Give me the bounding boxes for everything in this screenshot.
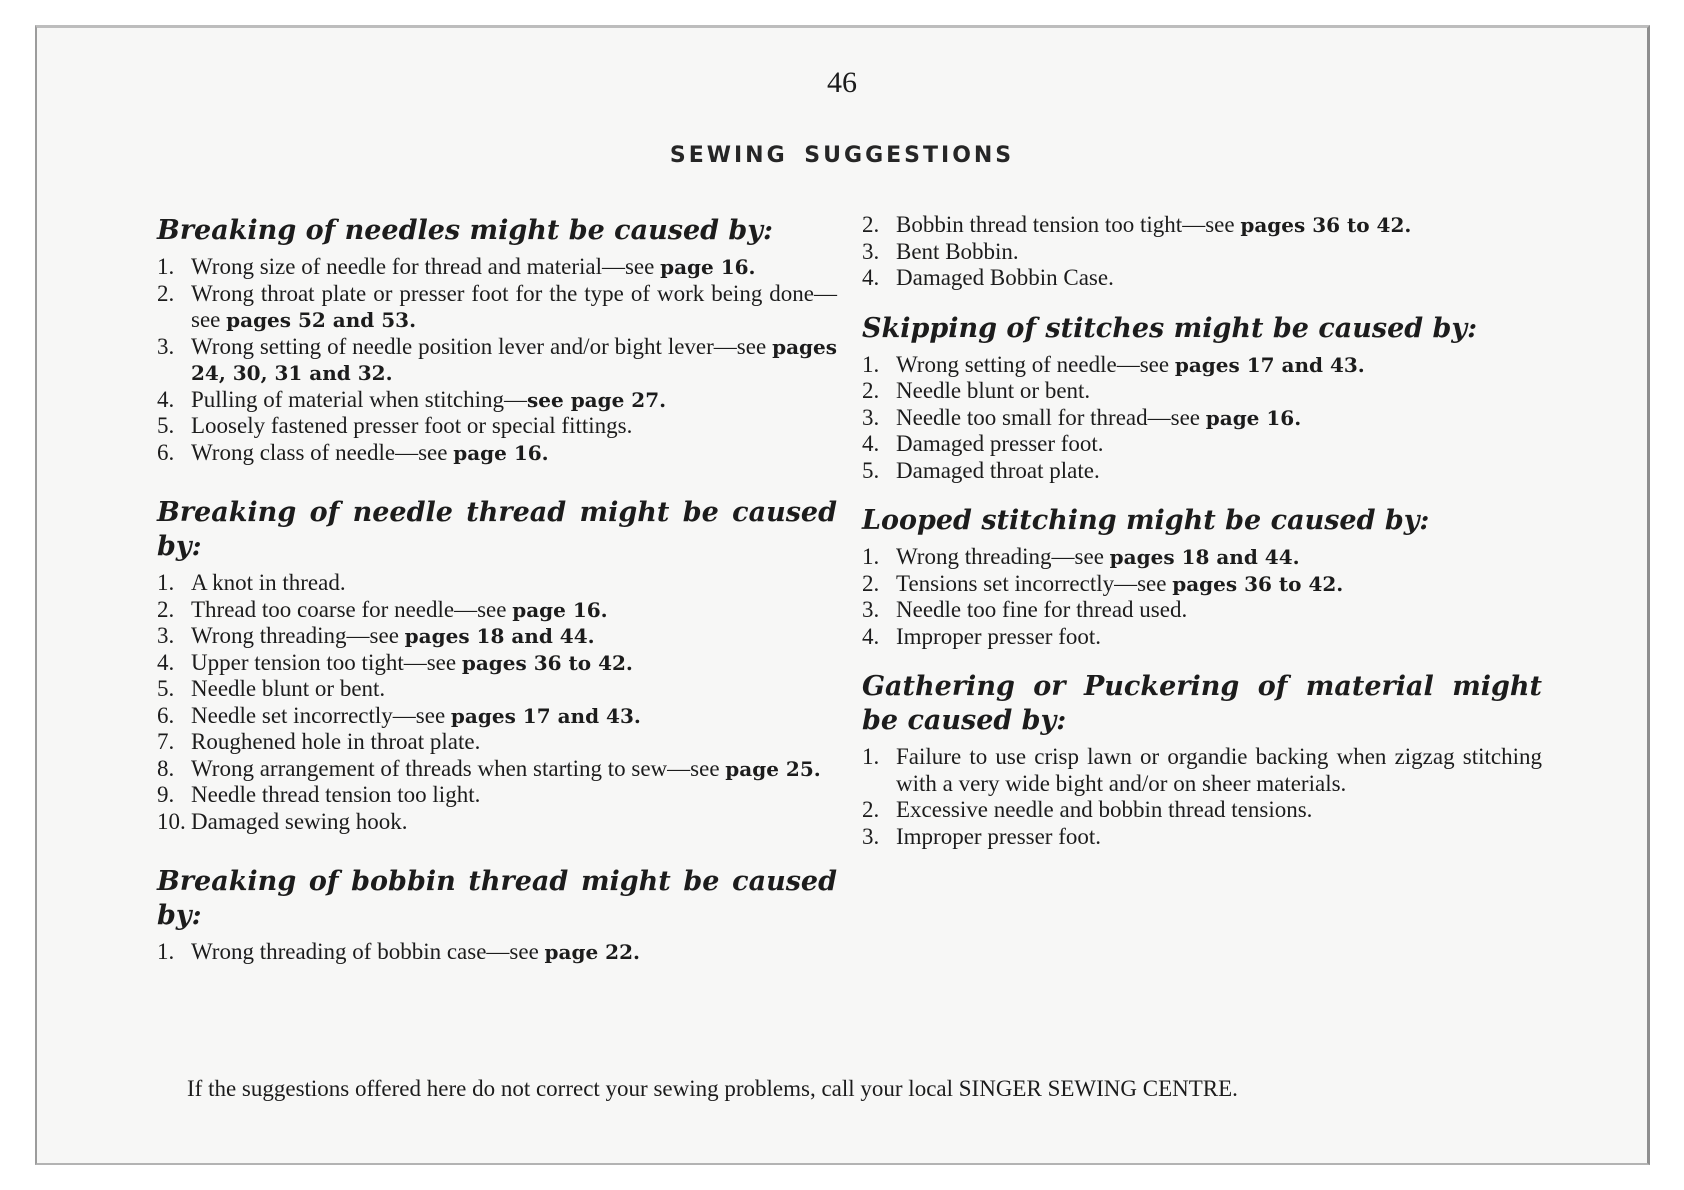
item-list (157, 254, 837, 466)
page-reference: page 16. (512, 597, 608, 622)
list-item (157, 650, 837, 677)
item-number: 3. (862, 238, 880, 264)
item-description: Wrong setting of needle—see (896, 351, 1175, 377)
list-item (862, 405, 1542, 432)
item-list (862, 744, 1542, 850)
item-number: 4. (157, 649, 175, 675)
list-item (157, 809, 837, 836)
item-number: 2. (157, 596, 175, 622)
list-item (157, 597, 837, 624)
item-description: Roughened hole in throat plate. (191, 729, 481, 754)
item-text (896, 797, 1542, 824)
item-description: Wrong throat plate or presser foot for the type of work being done—see (191, 280, 837, 332)
item-description: Wrong threading—see (191, 623, 405, 648)
list-item (862, 624, 1542, 651)
item-description: Wrong threading of bobbin case—see (191, 939, 545, 964)
page-reference: page 16. (1205, 405, 1302, 430)
list-item (157, 939, 837, 966)
page-reference: pages 17 and 43. (1174, 352, 1365, 377)
footer-note: If the suggestions offered here do not correct your sewing problems, call your local SINGER SEWING CENTRE. (187, 1076, 1238, 1101)
item-text (191, 756, 837, 783)
item-number: 6. (157, 439, 175, 465)
list-item (157, 281, 837, 334)
section-gathering-puckering (862, 670, 1542, 850)
section-breaking-bobbin-thread (157, 865, 837, 966)
list-item (157, 703, 837, 730)
item-number: 5. (157, 413, 175, 438)
list-item (862, 744, 1542, 797)
page-reference: pages 52 and 53. (226, 308, 417, 332)
item-text (191, 623, 837, 650)
page-reference: pages 36 to 42. (1172, 571, 1344, 596)
page-reference: pages 18 and 44. (1109, 545, 1300, 569)
right-column (862, 212, 1542, 870)
item-description: Damaged Bobbin Case. (896, 265, 1114, 290)
item-number: 7. (157, 729, 175, 754)
item-description: Upper tension too tight—see (191, 649, 462, 675)
item-description: Tensions set incorrectly—see (896, 570, 1173, 596)
item-description: Improper presser foot. (896, 823, 1102, 849)
list-item (862, 431, 1542, 458)
section-breaking-needles (157, 214, 837, 466)
section-heading: Breaking of needle thread might be caused by: (157, 497, 837, 562)
page-reference: page 22. (544, 940, 640, 964)
item-number: 4. (862, 431, 880, 456)
page-reference: page 16. (660, 255, 756, 279)
item-text (896, 405, 1542, 432)
list-item (157, 623, 837, 650)
item-description: Loosely fastened presser foot or special fittings. (191, 413, 633, 438)
item-description: Wrong class of needle—see (191, 439, 454, 465)
page-reference: pages 24, 30, 31 and 32. (191, 334, 837, 385)
item-description: Needle set incorrectly—see (191, 702, 451, 728)
item-list (157, 939, 837, 966)
item-description: A knot in thread. (191, 570, 346, 595)
item-description: Damaged sewing hook. (191, 808, 408, 834)
page-reference: pages 36 to 42. (461, 650, 633, 675)
item-text (191, 703, 837, 730)
item-number: 1. (862, 544, 880, 569)
item-number: 3. (157, 333, 175, 359)
page-number: 46 (827, 66, 857, 99)
item-text (896, 597, 1542, 624)
section-heading: Gathering or Puckering of material might be caused by: (862, 671, 1542, 736)
section-skipping-stitches (862, 312, 1542, 485)
item-description: Improper presser foot. (896, 623, 1102, 649)
item-number: 2. (862, 212, 880, 237)
list-item (157, 387, 837, 414)
item-number: 3. (862, 823, 880, 849)
item-list (862, 352, 1542, 485)
item-number: 3. (862, 597, 880, 622)
item-description: Needle too fine for thread used. (896, 597, 1188, 622)
list-item (862, 352, 1542, 379)
list-item (157, 676, 837, 703)
list-item (862, 824, 1542, 851)
item-number: 2. (862, 378, 880, 403)
item-text (191, 939, 837, 966)
item-number: 2. (157, 280, 175, 306)
page-title: SEWING SUGGESTIONS (669, 143, 1015, 168)
item-list (862, 544, 1542, 650)
item-description: Needle thread tension too light. (191, 782, 481, 807)
list-item (862, 597, 1542, 624)
item-number: 5. (862, 457, 880, 483)
item-text (191, 650, 837, 677)
list-item (862, 571, 1542, 598)
item-number: 4. (157, 386, 175, 412)
item-text (896, 212, 1542, 239)
page-reference: pages 18 and 44. (404, 624, 595, 648)
item-description: Damaged throat plate. (896, 457, 1100, 483)
left-column (157, 214, 837, 996)
item-description: Wrong arrangement of threads when starting to sew—see (191, 755, 726, 781)
item-description: Failure to use crisp lawn or organdie backing when zigzag stitching with a very wide bight and/or on sheer materials. (896, 744, 1542, 796)
item-description: Bent Bobbin. (896, 238, 1019, 264)
list-item (862, 212, 1542, 239)
list-item (862, 265, 1542, 292)
list-item (157, 756, 837, 783)
item-text (896, 378, 1542, 405)
page-reference: see page 27. (527, 387, 667, 412)
item-text (191, 440, 837, 467)
item-number: 3. (862, 404, 880, 430)
item-text (896, 744, 1542, 797)
page-reference: pages 36 to 42. (1240, 213, 1412, 237)
item-number: 8. (157, 755, 175, 781)
item-description: Damaged presser foot. (896, 431, 1104, 456)
item-description: Excessive needle and bobbin thread tensions. (896, 797, 1313, 822)
section-heading: Breaking of bobbin thread might be caused by: (157, 866, 837, 931)
item-text (896, 458, 1542, 485)
item-description: Pulling of material when stitching— (191, 386, 528, 412)
list-item (862, 458, 1542, 485)
item-number: 2. (862, 570, 880, 596)
list-item (862, 544, 1542, 571)
item-number: 1. (862, 351, 880, 377)
list-item (157, 334, 837, 387)
list-item (157, 729, 837, 756)
item-number: 1. (862, 744, 880, 769)
item-text (896, 624, 1542, 651)
item-number: 1. (157, 254, 175, 279)
item-description: Wrong setting of needle position lever and/or bight lever—see (191, 333, 773, 359)
item-text (191, 254, 837, 281)
item-number: 1. (157, 939, 175, 964)
item-number: 2. (862, 797, 880, 822)
item-number: 4. (862, 265, 880, 290)
page-reference: page 16. (453, 440, 549, 465)
page-reference: page 25. (725, 756, 821, 781)
item-text (896, 571, 1542, 598)
item-description: Needle too small for thread—see (896, 404, 1206, 430)
item-description: Wrong threading—see (896, 544, 1110, 569)
item-text (191, 782, 837, 809)
section-heading: Looped stitching might be caused by: (862, 505, 1430, 536)
item-text (191, 676, 837, 703)
item-description: Wrong size of needle for thread and material—see (191, 254, 661, 279)
page-reference: pages 17 and 43. (450, 703, 641, 728)
section-heading: Skipping of stitches might be caused by: (862, 312, 1478, 344)
manual-page (35, 25, 1650, 1165)
item-text (191, 597, 837, 624)
section-looped-stitching (862, 504, 1542, 650)
list-item (862, 378, 1542, 405)
item-text (896, 265, 1542, 292)
list-item (157, 782, 837, 809)
section-breaking-needle-thread (157, 496, 837, 835)
item-description: Thread too coarse for needle—see (191, 596, 513, 622)
list-item (157, 570, 837, 597)
item-number: 3. (157, 623, 175, 648)
item-text (191, 413, 837, 440)
item-text (191, 281, 837, 334)
item-text (896, 544, 1542, 571)
item-description: Bobbin thread tension too tight—see (896, 212, 1241, 237)
list-item (157, 440, 837, 467)
item-description: Needle blunt or bent. (896, 378, 1091, 403)
item-text (896, 352, 1542, 379)
item-number: 4. (862, 623, 880, 649)
item-text (896, 431, 1542, 458)
item-number: 1. (157, 570, 175, 595)
item-list (862, 212, 1542, 292)
list-item (862, 797, 1542, 824)
item-number: 6. (157, 702, 175, 728)
item-text (896, 239, 1542, 266)
item-description: Needle blunt or bent. (191, 676, 386, 701)
item-number: 9. (157, 782, 175, 807)
list-item (862, 239, 1542, 266)
item-number: 5. (157, 676, 175, 701)
item-text (896, 824, 1542, 851)
list-item (157, 254, 837, 281)
list-item (157, 413, 837, 440)
item-list (157, 570, 837, 835)
section-heading: Breaking of needles might be caused by: (157, 215, 773, 246)
item-text (191, 570, 837, 597)
section-bobbin-thread-continued (862, 212, 1542, 292)
item-text (191, 334, 837, 387)
item-text (191, 387, 837, 414)
item-text (191, 809, 837, 836)
item-number: 10. (157, 808, 186, 834)
item-text (191, 729, 837, 756)
